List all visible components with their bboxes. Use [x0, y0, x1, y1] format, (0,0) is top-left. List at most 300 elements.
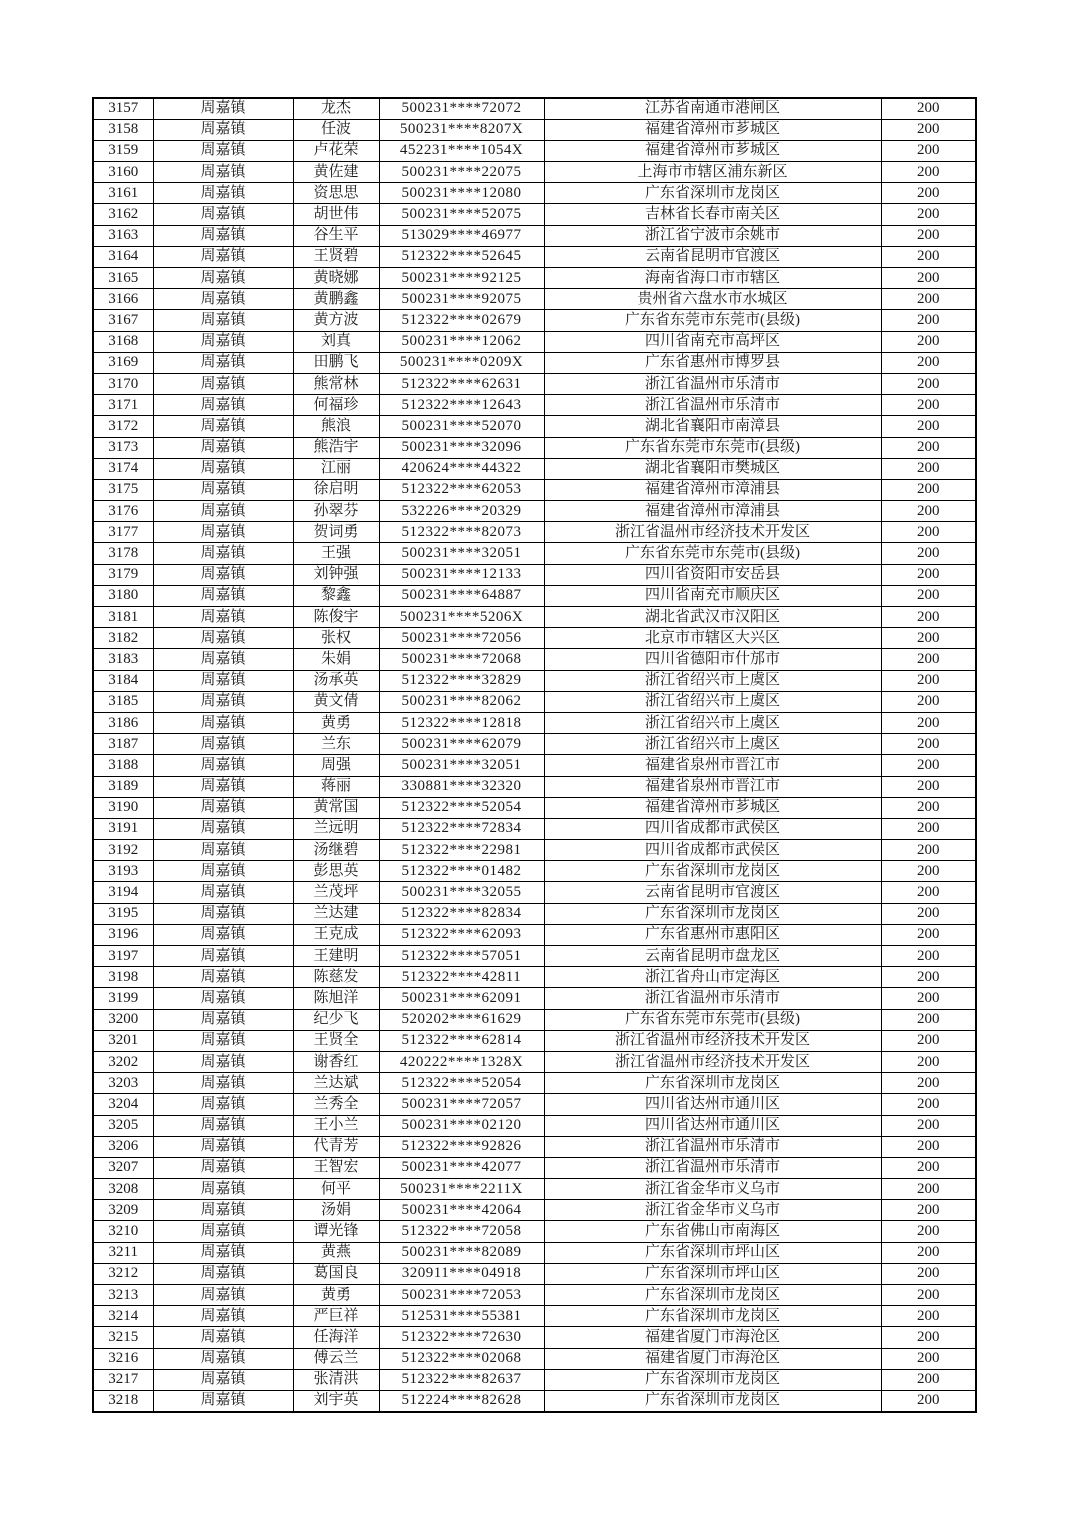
cell-town: 周嘉镇: [153, 289, 293, 310]
cell-amount: 200: [881, 119, 976, 140]
cell-town: 周嘉镇: [153, 797, 293, 818]
cell-region: 广东省东莞市东莞市(县级): [544, 543, 881, 564]
cell-amount: 200: [881, 607, 976, 628]
cell-row-number: 3213: [93, 1285, 153, 1306]
cell-person-name: 何福珍: [293, 395, 379, 416]
cell-town: 周嘉镇: [153, 1285, 293, 1306]
cell-region: 四川省成都市武侯区: [544, 840, 881, 861]
cell-amount: 200: [881, 352, 976, 373]
cell-row-number: 3199: [93, 988, 153, 1009]
cell-row-number: 3160: [93, 162, 153, 183]
cell-town: 周嘉镇: [153, 1369, 293, 1390]
cell-town: 周嘉镇: [153, 1009, 293, 1030]
cell-region: 福建省泉州市晋江市: [544, 755, 881, 776]
cell-person-name: 兰达建: [293, 903, 379, 924]
cell-amount: 200: [881, 268, 976, 289]
cell-town: 周嘉镇: [153, 691, 293, 712]
cell-row-number: 3186: [93, 712, 153, 733]
cell-id-number: 500231****92075: [379, 289, 544, 310]
cell-region: 四川省资阳市安岳县: [544, 564, 881, 585]
cell-town: 周嘉镇: [153, 331, 293, 352]
table-row: [93, 776, 976, 797]
cell-person-name: 王贤全: [293, 1030, 379, 1051]
cell-row-number: 3167: [93, 310, 153, 331]
cell-id-number: 500231****82062: [379, 691, 544, 712]
cell-row-number: 3183: [93, 649, 153, 670]
cell-town: 周嘉镇: [153, 712, 293, 733]
table-row: [93, 1221, 976, 1242]
table-row: [93, 1136, 976, 1157]
cell-amount: 200: [881, 1179, 976, 1200]
cell-town: 周嘉镇: [153, 1263, 293, 1284]
cell-amount: 200: [881, 1115, 976, 1136]
cell-town: 周嘉镇: [153, 967, 293, 988]
cell-person-name: 王小兰: [293, 1115, 379, 1136]
cell-id-number: 512224****82628: [379, 1390, 544, 1411]
table-row: [93, 607, 976, 628]
cell-person-name: 朱娟: [293, 649, 379, 670]
cell-person-name: 任波: [293, 119, 379, 140]
cell-person-name: 张清洪: [293, 1369, 379, 1390]
table-row: [93, 755, 976, 776]
cell-town: 周嘉镇: [153, 649, 293, 670]
cell-person-name: 兰东: [293, 734, 379, 755]
table-row: [93, 1051, 976, 1072]
table-row: [93, 331, 976, 352]
cell-person-name: 王智宏: [293, 1157, 379, 1178]
cell-amount: 200: [881, 98, 976, 119]
table-row: [93, 946, 976, 967]
cell-town: 周嘉镇: [153, 395, 293, 416]
cell-person-name: 贺词勇: [293, 522, 379, 543]
cell-person-name: 陈慈发: [293, 967, 379, 988]
cell-town: 周嘉镇: [153, 501, 293, 522]
table-row: [93, 1094, 976, 1115]
cell-amount: 200: [881, 331, 976, 352]
cell-amount: 200: [881, 437, 976, 458]
cell-town: 周嘉镇: [153, 734, 293, 755]
cell-town: 周嘉镇: [153, 458, 293, 479]
table-row: [93, 268, 976, 289]
table-row: [93, 670, 976, 691]
table-row: [93, 1009, 976, 1030]
cell-row-number: 3206: [93, 1136, 153, 1157]
cell-region: 浙江省温州市经济技术开发区: [544, 1051, 881, 1072]
table-row: [93, 1115, 976, 1136]
cell-town: 周嘉镇: [153, 162, 293, 183]
cell-region: 贵州省六盘水市水城区: [544, 289, 881, 310]
table-row: [93, 903, 976, 924]
cell-amount: 200: [881, 1306, 976, 1327]
table-row: [93, 162, 976, 183]
cell-amount: 200: [881, 734, 976, 755]
cell-region: 浙江省温州市乐清市: [544, 988, 881, 1009]
cell-region: 广东省深圳市龙岗区: [544, 1285, 881, 1306]
cell-amount: 200: [881, 1221, 976, 1242]
cell-region: 浙江省温州市乐清市: [544, 373, 881, 394]
cell-region: 福建省漳州市漳浦县: [544, 501, 881, 522]
cell-person-name: 龙杰: [293, 98, 379, 119]
cell-town: 周嘉镇: [153, 1242, 293, 1263]
cell-row-number: 3209: [93, 1200, 153, 1221]
cell-amount: 200: [881, 818, 976, 839]
cell-amount: 200: [881, 1369, 976, 1390]
table-row: [93, 1390, 976, 1411]
cell-town: 周嘉镇: [153, 861, 293, 882]
cell-person-name: 谷生平: [293, 225, 379, 246]
cell-id-number: 500231****64887: [379, 585, 544, 606]
cell-id-number: 512322****92826: [379, 1136, 544, 1157]
cell-id-number: 512322****82834: [379, 903, 544, 924]
cell-person-name: 谭光锋: [293, 1221, 379, 1242]
cell-region: 广东省惠州市博罗县: [544, 352, 881, 373]
cell-id-number: 512322****42811: [379, 967, 544, 988]
cell-region: 北京市市辖区大兴区: [544, 628, 881, 649]
cell-town: 周嘉镇: [153, 225, 293, 246]
cell-region: 广东省东莞市东莞市(县级): [544, 310, 881, 331]
table-row: [93, 1157, 976, 1178]
cell-person-name: 熊浪: [293, 416, 379, 437]
cell-town: 周嘉镇: [153, 522, 293, 543]
cell-row-number: 3176: [93, 501, 153, 522]
cell-region: 四川省德阳市什邡市: [544, 649, 881, 670]
cell-region: 四川省达州市通川区: [544, 1115, 881, 1136]
cell-row-number: 3197: [93, 946, 153, 967]
cell-id-number: 513029****46977: [379, 225, 544, 246]
cell-id-number: 512322****02679: [379, 310, 544, 331]
cell-region: 福建省泉州市晋江市: [544, 776, 881, 797]
cell-id-number: 500231****32051: [379, 543, 544, 564]
cell-row-number: 3163: [93, 225, 153, 246]
cell-town: 周嘉镇: [153, 1179, 293, 1200]
cell-amount: 200: [881, 373, 976, 394]
cell-row-number: 3162: [93, 204, 153, 225]
cell-amount: 200: [881, 1285, 976, 1306]
cell-town: 周嘉镇: [153, 183, 293, 204]
cell-id-number: 330881****32320: [379, 776, 544, 797]
cell-id-number: 500231****42077: [379, 1157, 544, 1178]
cell-town: 周嘉镇: [153, 564, 293, 585]
cell-amount: 200: [881, 1030, 976, 1051]
table-row: [93, 543, 976, 564]
table-row: [93, 479, 976, 500]
cell-person-name: 田鹏飞: [293, 352, 379, 373]
cell-town: 周嘉镇: [153, 437, 293, 458]
cell-town: 周嘉镇: [153, 98, 293, 119]
cell-town: 周嘉镇: [153, 1327, 293, 1348]
cell-region: 福建省漳州市漳浦县: [544, 479, 881, 500]
table-row: [93, 352, 976, 373]
cell-id-number: 500231****82089: [379, 1242, 544, 1263]
cell-region: 四川省成都市武侯区: [544, 818, 881, 839]
cell-region: 云南省昆明市官渡区: [544, 246, 881, 267]
cell-region: 浙江省温州市乐清市: [544, 395, 881, 416]
cell-row-number: 3188: [93, 755, 153, 776]
cell-amount: 200: [881, 140, 976, 161]
cell-town: 周嘉镇: [153, 1030, 293, 1051]
cell-id-number: 512322****01482: [379, 861, 544, 882]
cell-region: 云南省昆明市官渡区: [544, 882, 881, 903]
cell-town: 周嘉镇: [153, 1221, 293, 1242]
cell-region: 浙江省温州市乐清市: [544, 1136, 881, 1157]
cell-person-name: 黄文倩: [293, 691, 379, 712]
cell-id-number: 532226****20329: [379, 501, 544, 522]
cell-id-number: 500231****12062: [379, 331, 544, 352]
cell-amount: 200: [881, 946, 976, 967]
cell-town: 周嘉镇: [153, 628, 293, 649]
cell-person-name: 兰达斌: [293, 1073, 379, 1094]
cell-person-name: 刘真: [293, 331, 379, 352]
table-row: [93, 924, 976, 945]
cell-town: 周嘉镇: [153, 352, 293, 373]
cell-region: 广东省惠州市惠阳区: [544, 924, 881, 945]
table-row: [93, 1327, 976, 1348]
cell-amount: 200: [881, 1073, 976, 1094]
cell-amount: 200: [881, 797, 976, 818]
cell-person-name: 纪少飞: [293, 1009, 379, 1030]
cell-id-number: 500231****22075: [379, 162, 544, 183]
cell-amount: 200: [881, 1136, 976, 1157]
cell-amount: 200: [881, 1390, 976, 1411]
cell-person-name: 何平: [293, 1179, 379, 1200]
cell-town: 周嘉镇: [153, 776, 293, 797]
cell-person-name: 汤娟: [293, 1200, 379, 1221]
cell-person-name: 兰秀全: [293, 1094, 379, 1115]
cell-id-number: 512322****57051: [379, 946, 544, 967]
records-table: [92, 97, 977, 1413]
cell-row-number: 3184: [93, 670, 153, 691]
cell-region: 浙江省金华市义乌市: [544, 1200, 881, 1221]
cell-id-number: 512322****02068: [379, 1348, 544, 1369]
cell-amount: 200: [881, 649, 976, 670]
table-row: [93, 585, 976, 606]
cell-town: 周嘉镇: [153, 924, 293, 945]
cell-row-number: 3217: [93, 1369, 153, 1390]
cell-amount: 200: [881, 967, 976, 988]
cell-town: 周嘉镇: [153, 1390, 293, 1411]
cell-person-name: 熊浩宇: [293, 437, 379, 458]
table-row: [93, 119, 976, 140]
cell-row-number: 3182: [93, 628, 153, 649]
cell-amount: 200: [881, 310, 976, 331]
cell-town: 周嘉镇: [153, 988, 293, 1009]
cell-person-name: 胡世伟: [293, 204, 379, 225]
cell-id-number: 512322****12643: [379, 395, 544, 416]
cell-id-number: 512322****22981: [379, 840, 544, 861]
cell-amount: 200: [881, 861, 976, 882]
cell-row-number: 3169: [93, 352, 153, 373]
cell-amount: 200: [881, 1348, 976, 1369]
cell-row-number: 3193: [93, 861, 153, 882]
cell-row-number: 3204: [93, 1094, 153, 1115]
cell-region: 浙江省温州市经济技术开发区: [544, 1030, 881, 1051]
cell-row-number: 3191: [93, 818, 153, 839]
cell-id-number: 512322****52054: [379, 1073, 544, 1094]
cell-id-number: 500231****32051: [379, 755, 544, 776]
cell-person-name: 任海洋: [293, 1327, 379, 1348]
cell-region: 浙江省绍兴市上虞区: [544, 712, 881, 733]
cell-amount: 200: [881, 1242, 976, 1263]
cell-region: 浙江省舟山市定海区: [544, 967, 881, 988]
cell-town: 周嘉镇: [153, 1094, 293, 1115]
cell-amount: 200: [881, 479, 976, 500]
cell-row-number: 3168: [93, 331, 153, 352]
cell-person-name: 王克成: [293, 924, 379, 945]
cell-town: 周嘉镇: [153, 1200, 293, 1221]
table-row: [93, 437, 976, 458]
cell-amount: 200: [881, 1200, 976, 1221]
cell-town: 周嘉镇: [153, 479, 293, 500]
cell-region: 广东省深圳市龙岗区: [544, 1390, 881, 1411]
table-row: [93, 564, 976, 585]
cell-id-number: 500231****2211X: [379, 1179, 544, 1200]
cell-amount: 200: [881, 204, 976, 225]
cell-id-number: 512531****55381: [379, 1306, 544, 1327]
cell-id-number: 512322****52054: [379, 797, 544, 818]
cell-person-name: 黄燕: [293, 1242, 379, 1263]
cell-region: 江苏省南通市港闸区: [544, 98, 881, 119]
cell-amount: 200: [881, 395, 976, 416]
cell-person-name: 黎鑫: [293, 585, 379, 606]
cell-id-number: 500231****5206X: [379, 607, 544, 628]
cell-person-name: 葛国良: [293, 1263, 379, 1284]
cell-region: 广东省深圳市龙岗区: [544, 1369, 881, 1390]
cell-amount: 200: [881, 1009, 976, 1030]
cell-row-number: 3215: [93, 1327, 153, 1348]
cell-row-number: 3208: [93, 1179, 153, 1200]
cell-town: 周嘉镇: [153, 1157, 293, 1178]
cell-id-number: 512322****12818: [379, 712, 544, 733]
cell-amount: 200: [881, 543, 976, 564]
cell-id-number: 500231****12133: [379, 564, 544, 585]
cell-person-name: 兰茂坪: [293, 882, 379, 903]
cell-region: 广东省深圳市龙岗区: [544, 903, 881, 924]
cell-region: 广东省深圳市龙岗区: [544, 861, 881, 882]
cell-row-number: 3198: [93, 967, 153, 988]
cell-id-number: 420222****1328X: [379, 1051, 544, 1072]
cell-region: 四川省达州市通川区: [544, 1094, 881, 1115]
cell-person-name: 彭思英: [293, 861, 379, 882]
cell-amount: 200: [881, 522, 976, 543]
table-row: [93, 501, 976, 522]
cell-region: 广东省佛山市南海区: [544, 1221, 881, 1242]
cell-town: 周嘉镇: [153, 119, 293, 140]
cell-id-number: 320911****04918: [379, 1263, 544, 1284]
cell-region: 浙江省绍兴市上虞区: [544, 670, 881, 691]
cell-amount: 200: [881, 162, 976, 183]
cell-amount: 200: [881, 1263, 976, 1284]
cell-region: 浙江省绍兴市上虞区: [544, 691, 881, 712]
table-row: [93, 1179, 976, 1200]
cell-person-name: 谢香红: [293, 1051, 379, 1072]
cell-region: 浙江省温州市乐清市: [544, 1157, 881, 1178]
cell-id-number: 500231****72057: [379, 1094, 544, 1115]
table-row: [93, 1030, 976, 1051]
cell-person-name: 代青芳: [293, 1136, 379, 1157]
cell-region: 广东省东莞市东莞市(县级): [544, 1009, 881, 1030]
table-row: [93, 373, 976, 394]
cell-region: 福建省漳州市芗城区: [544, 119, 881, 140]
cell-person-name: 汤继碧: [293, 840, 379, 861]
cell-row-number: 3164: [93, 246, 153, 267]
cell-person-name: 陈俊宇: [293, 607, 379, 628]
cell-row-number: 3210: [93, 1221, 153, 1242]
cell-row-number: 3192: [93, 840, 153, 861]
table-row: [93, 988, 976, 1009]
table-row: [93, 225, 976, 246]
cell-id-number: 500231****32096: [379, 437, 544, 458]
cell-region: 四川省南充市高坪区: [544, 331, 881, 352]
cell-region: 浙江省宁波市余姚市: [544, 225, 881, 246]
cell-id-number: 500231****72056: [379, 628, 544, 649]
cell-row-number: 3177: [93, 522, 153, 543]
table-row: [93, 1306, 976, 1327]
cell-amount: 200: [881, 585, 976, 606]
table-row: [93, 628, 976, 649]
cell-person-name: 资思思: [293, 183, 379, 204]
cell-amount: 200: [881, 776, 976, 797]
cell-row-number: 3158: [93, 119, 153, 140]
cell-region: 浙江省金华市义乌市: [544, 1179, 881, 1200]
cell-amount: 200: [881, 988, 976, 1009]
cell-person-name: 黄常国: [293, 797, 379, 818]
cell-row-number: 3172: [93, 416, 153, 437]
cell-amount: 200: [881, 924, 976, 945]
cell-row-number: 3201: [93, 1030, 153, 1051]
cell-row-number: 3207: [93, 1157, 153, 1178]
cell-region: 云南省昆明市盘龙区: [544, 946, 881, 967]
table-row: [93, 289, 976, 310]
cell-region: 湖北省襄阳市樊城区: [544, 458, 881, 479]
cell-id-number: 500231****52070: [379, 416, 544, 437]
cell-amount: 200: [881, 1327, 976, 1348]
cell-row-number: 3166: [93, 289, 153, 310]
cell-region: 湖北省武汉市汉阳区: [544, 607, 881, 628]
cell-region: 福建省漳州市芗城区: [544, 140, 881, 161]
cell-region: 广东省深圳市龙岗区: [544, 183, 881, 204]
table-row: [93, 1285, 976, 1306]
cell-amount: 200: [881, 246, 976, 267]
cell-id-number: 512322****82637: [379, 1369, 544, 1390]
cell-town: 周嘉镇: [153, 268, 293, 289]
cell-person-name: 汤承英: [293, 670, 379, 691]
table-row: [93, 458, 976, 479]
cell-amount: 200: [881, 458, 976, 479]
cell-row-number: 3190: [93, 797, 153, 818]
cell-town: 周嘉镇: [153, 246, 293, 267]
cell-person-name: 周强: [293, 755, 379, 776]
cell-person-name: 王建明: [293, 946, 379, 967]
cell-town: 周嘉镇: [153, 670, 293, 691]
cell-row-number: 3211: [93, 1242, 153, 1263]
cell-row-number: 3165: [93, 268, 153, 289]
cell-amount: 200: [881, 1094, 976, 1115]
cell-id-number: 452231****1054X: [379, 140, 544, 161]
cell-row-number: 3202: [93, 1051, 153, 1072]
cell-id-number: 512322****32829: [379, 670, 544, 691]
cell-amount: 200: [881, 1157, 976, 1178]
cell-row-number: 3175: [93, 479, 153, 500]
cell-id-number: 500231****72068: [379, 649, 544, 670]
cell-region: 广东省深圳市坪山区: [544, 1263, 881, 1284]
cell-town: 周嘉镇: [153, 1306, 293, 1327]
cell-amount: 200: [881, 670, 976, 691]
table-row: [93, 734, 976, 755]
cell-town: 周嘉镇: [153, 946, 293, 967]
cell-amount: 200: [881, 1051, 976, 1072]
cell-region: 广东省深圳市坪山区: [544, 1242, 881, 1263]
cell-row-number: 3203: [93, 1073, 153, 1094]
